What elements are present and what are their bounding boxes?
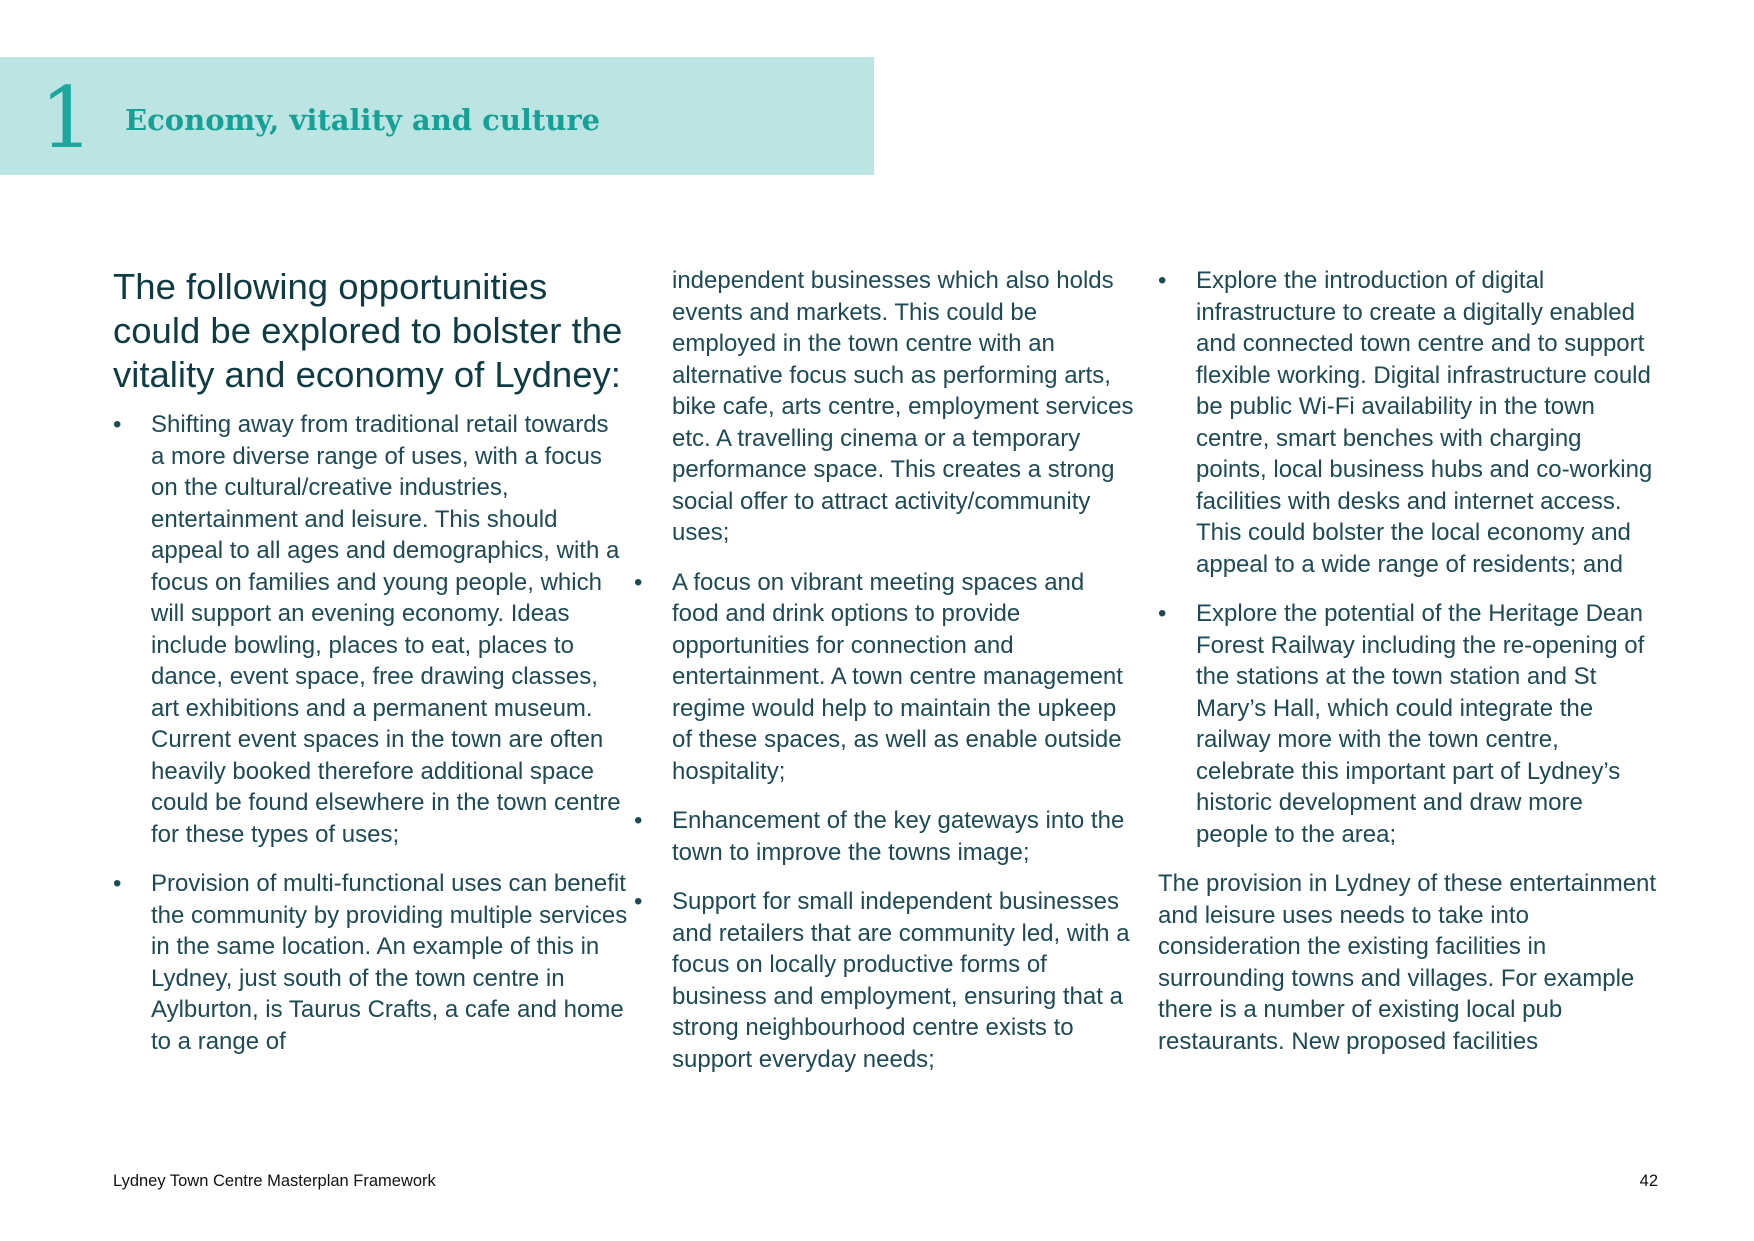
list-item-text: A focus on vibrant meeting spaces and food and drink options to provide opportunities for connection and entertainment. A town centre management regime would help to maintain the upkeep of these spaces, as well as enable outside hospitality;	[672, 568, 1123, 785]
column-3	[1158, 265, 1658, 1075]
list-item	[634, 805, 1134, 868]
list-item-text: Explore the introduction of digital infrastructure to create a digitally enabled and connected town centre and to support flexible working. Digital infrastructure could be public Wi-Fi availability in the town centre, smart benches with charging points, local business hubs and co-working facilities with desks and internet access. This could bolster the local economy and appeal to a wide range of residents; and	[1196, 267, 1653, 578]
column-2	[634, 265, 1134, 1093]
bullet-icon: •	[1158, 267, 1167, 294]
list-item-text: Support for small independent businesses and retailers that are community led, with a focus on locally productive forms of business and employment, ensuring that a strong neighbourhood centre exists to support everyday needs;	[672, 888, 1130, 1073]
bullet-list	[1158, 265, 1658, 850]
page-number: 42	[1639, 1172, 1658, 1190]
bullet-icon: •	[634, 568, 643, 596]
list-item	[634, 886, 1134, 1075]
bullet-icon: •	[1158, 600, 1167, 627]
column-1	[113, 265, 628, 1075]
intro-heading: The following opportunities could be explored to bolster the vitality and economy of Lydney:	[113, 266, 623, 395]
list-item	[1158, 265, 1658, 580]
list-item-text: Enhancement of the key gateways into the town to improve the towns image;	[672, 807, 1125, 866]
list-item-text: Shifting away from traditional retail towards a more diverse range of uses, with a focus on the cultural/creative industries, entertainment and leisure. This should appeal to all ages and demographics, with a focus on families and young people, which will support an evening economy. Ideas include bowling, places to eat, places to dance, event space, free drawing classes, art exhibitions and a permanent museum. Current event spaces in the town are often heavily booked therefore additional space could be found elsewhere in the town centre for these types of uses;	[151, 411, 621, 848]
chapter-title: Economy, vitality and culture	[125, 103, 601, 137]
list-item	[113, 409, 628, 850]
body-paragraph: The provision in Lydney of these entertainment and leisure uses needs to take into consideration the existing facilities in surrounding towns and villages. For example there is a number of existing local pub restaurants. New proposed facilities	[1158, 870, 1657, 1055]
continuation-paragraph: independent businesses which also holds events and markets. This could be employed in the town centre with an alternative focus such as performing arts, bike cafe, arts centre, employment services etc. A travelling cinema or a temporary performance space. This creates a strong social offer to attract activity/community uses;	[672, 267, 1134, 546]
list-item-text: Explore the potential of the Heritage Dean Forest Railway including the re-opening of the stations at the town station and St Mary’s Hall, which could integrate the railway more with the town centre, celebrate this important part of Lydney’s historic development and draw more people to the area;	[1196, 600, 1645, 848]
list-item-text: Provision of multi-functional uses can benefit the community by providing multiple services in the same location. An example of this in Lydney, just south of the town centre in Aylburton, is Taurus Crafts, a cafe and home to a range of	[151, 870, 628, 1055]
list-item	[634, 567, 1134, 788]
chapter-number: 1	[40, 69, 94, 167]
bullet-icon: •	[113, 870, 122, 897]
bullet-list	[634, 567, 1134, 1076]
list-item	[113, 868, 628, 1057]
bullet-list	[113, 409, 628, 1057]
bullet-icon: •	[634, 888, 643, 915]
list-item	[1158, 598, 1658, 850]
bullet-icon: •	[113, 411, 122, 438]
footer-document-title: Lydney Town Centre Masterplan Framework	[113, 1172, 436, 1190]
bullet-icon: •	[634, 807, 643, 834]
